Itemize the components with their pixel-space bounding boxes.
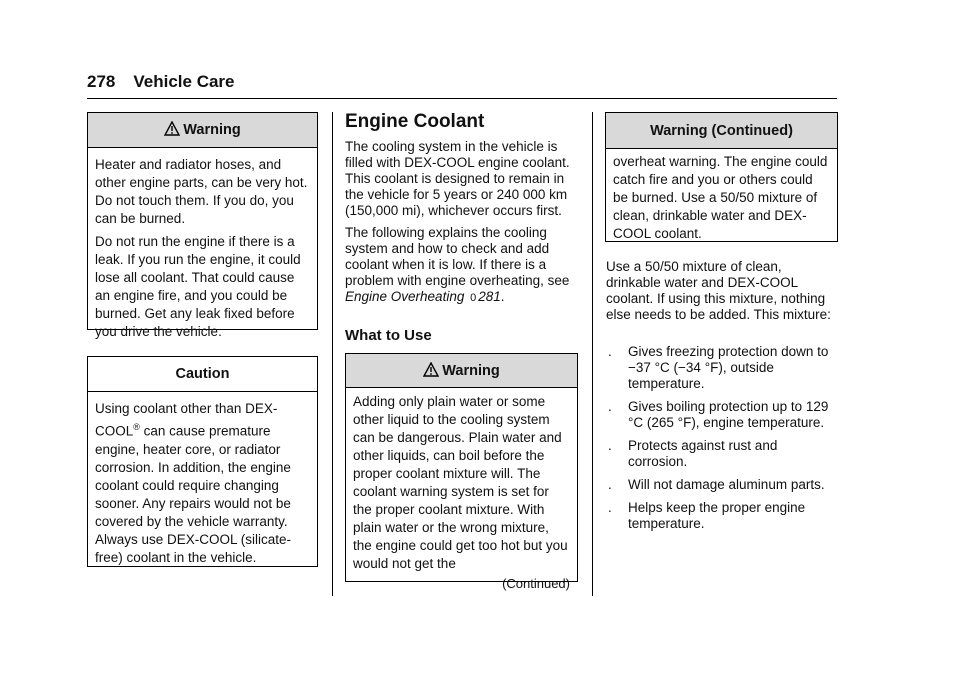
coolant-paragraph-2-text: The following explains the cooling system and how to check and add coolant when it is low. If there is a problem with engine overheating, see	[345, 225, 570, 288]
bullet-marker: .	[608, 500, 612, 515]
caution-title: Caution	[175, 366, 230, 382]
list-item	[606, 500, 838, 532]
engine-coolant-text	[345, 139, 580, 312]
warning-box-plain-water	[345, 353, 578, 591]
coolant-paragraph-2	[345, 225, 580, 306]
cross-reference-page[interactable]: 281	[478, 289, 501, 304]
mixture-intro-text: Use a 50/50 mixture of clean, drinkable water and DEX-COOL coolant. If using this mixture, nothing else needs to be added. This mixture:	[606, 259, 831, 322]
coolant-paragraph-1: The cooling system in the vehicle is filled with DEX-COOL engine coolant. This coolant is designed to remain in the vehicle for 5 years or 240 000 km (150,000 mi), whichever occurs first.	[345, 139, 570, 218]
list-item	[606, 438, 838, 470]
registered-mark: ®	[133, 422, 140, 432]
warning-box-header	[346, 354, 577, 388]
warning-box-body	[88, 148, 317, 341]
caution-text-start: Using coolant other than DEX-COOL	[95, 401, 278, 439]
warning-box-hoses	[87, 112, 318, 339]
engine-coolant-heading: Engine Coolant	[345, 111, 485, 132]
page-header	[87, 72, 235, 92]
list-item-text: Gives boiling protection up to 129 °C (265 °F), engine temperature.	[628, 399, 829, 430]
page-number: 278	[87, 72, 116, 91]
caution-box-header	[88, 357, 317, 392]
warning-box-body	[346, 388, 577, 593]
mixture-intro	[606, 259, 834, 329]
warning-box-body	[606, 149, 837, 243]
warning-title: Warning	[183, 122, 241, 138]
header-rule	[87, 98, 837, 99]
list-item-text: Will not damage aluminum parts.	[628, 477, 825, 492]
column-divider-left	[332, 112, 333, 596]
caution-text-end: can cause premature engine, heater core, or radiator corrosion. In addition, the engine coolant could require changing sooner. Any repairs would not be covered by the vehicle warranty. Always use DEX-COOL (silicate-free) coolant in the vehicle.	[95, 423, 292, 565]
continued-label: (Continued)	[502, 576, 570, 591]
cross-reference-link[interactable]: Engine Overheating	[345, 289, 465, 304]
warning-text: Adding only plain water or some other liquid to the cooling system can be dangerous. Plain water and other liquids, can boil before the proper coolant mixture will. The coolant warning system is set for the proper coolant mixture. With plain water or the wrong mixture, the engine could get too hot but you would not get the	[353, 394, 568, 571]
bullet-marker: .	[608, 477, 612, 492]
caution-box	[87, 356, 318, 567]
list-item	[606, 477, 838, 493]
warning-paragraph: Do not run the engine if there is a leak. If you run the engine, it could lose all coolant. That could cause an engine fire, and you could be burned. Get any leak fixed before you drive the vehicle.	[95, 234, 301, 339]
warning-triangle-icon	[164, 115, 180, 150]
warning-box-header	[88, 113, 317, 148]
mixture-bullet-list	[606, 344, 838, 539]
warning-box-continued	[605, 112, 838, 242]
warning-box-header	[606, 113, 837, 149]
caution-box-body	[88, 392, 317, 567]
warning-title: Warning (Continued)	[650, 123, 793, 139]
list-item-text: Helps keep the proper engine temperature.	[628, 500, 806, 531]
warning-paragraph: Heater and radiator hoses, and other engine parts, can be very hot. Do not touch them. If you do, you can be burned.	[95, 157, 308, 226]
warning-triangle-icon	[423, 356, 439, 390]
bullet-marker: .	[608, 399, 612, 414]
section-title: Vehicle Care	[133, 72, 235, 91]
page-ref-arrow-icon: 0	[470, 292, 477, 304]
list-item-text: Protects against rust and corrosion.	[628, 438, 778, 469]
warning-title: Warning	[442, 363, 500, 379]
bullet-marker: .	[608, 438, 612, 453]
bullet-marker: .	[608, 344, 612, 359]
warning-text: overheat warning. The engine could catch fire and you or others could be burned. Use a 50/50 mixture of clean, drinkable water and DEX-COOL coolant.	[613, 154, 828, 241]
caution-text	[95, 400, 310, 567]
list-item	[606, 344, 838, 392]
coolant-paragraph-2-end: .	[500, 289, 505, 304]
list-item-text: Gives freezing protection down to −37 °C (−34 °F), outside temperature.	[628, 344, 829, 391]
list-item	[606, 399, 838, 431]
column-divider-right	[592, 112, 593, 596]
what-to-use-heading: What to Use	[345, 327, 432, 344]
